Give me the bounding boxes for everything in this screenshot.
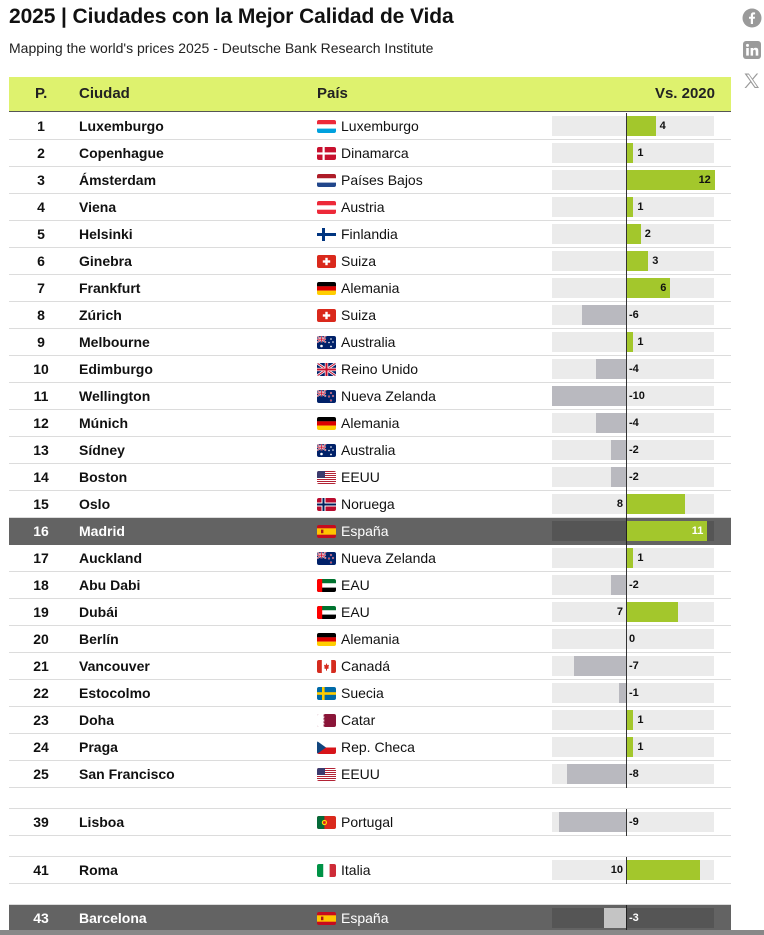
table-row <box>9 113 731 140</box>
country-cell: Austria <box>341 199 385 215</box>
country-cell: EAU <box>341 604 370 620</box>
country-cell: Rep. Checa <box>341 739 415 755</box>
x-share-button[interactable] <box>742 71 762 91</box>
change-value-label: -2 <box>629 444 639 456</box>
city-cell: Ginebra <box>79 253 132 269</box>
luxembourg-flag-icon <box>317 120 336 133</box>
table-row <box>9 437 731 464</box>
country-cell: EEUU <box>341 469 380 485</box>
table-row <box>9 491 731 518</box>
table-row <box>9 194 731 221</box>
country-cell: Suecia <box>341 685 384 701</box>
rank-cell: 16 <box>33 523 49 539</box>
zero-axis-line <box>626 383 627 411</box>
table-row <box>9 572 731 599</box>
zero-axis-line <box>626 680 627 708</box>
zero-axis-line <box>626 572 627 600</box>
change-bar <box>626 332 633 352</box>
table-row <box>9 275 731 302</box>
table-row <box>9 167 731 194</box>
table-row <box>9 356 731 383</box>
table-row <box>9 248 731 275</box>
country-cell: Nueva Zelanda <box>341 550 436 566</box>
country-cell: Suiza <box>341 253 377 269</box>
zero-axis-line <box>626 248 627 276</box>
rank-cell: 6 <box>37 253 45 269</box>
country-cell: Australia <box>341 442 396 458</box>
country-cell: España <box>341 523 389 539</box>
country-cell: Finlandia <box>341 226 398 242</box>
table-row <box>9 464 731 491</box>
italy-flag-icon <box>317 864 336 877</box>
zero-axis-line <box>626 905 627 933</box>
zero-axis-line <box>626 518 627 546</box>
newzealand-flag-icon <box>317 390 336 403</box>
rank-cell: 2 <box>37 145 45 161</box>
portugal-flag-icon <box>317 816 336 829</box>
table-row <box>9 653 731 680</box>
change-bar <box>574 656 626 676</box>
change-bar <box>552 386 626 406</box>
zero-axis-line <box>626 140 627 168</box>
rank-cell: 8 <box>37 307 45 323</box>
zero-axis-line <box>626 167 627 195</box>
change-value-label: -6 <box>629 309 639 321</box>
change-value-label: -4 <box>629 417 639 429</box>
table-row <box>9 599 731 626</box>
table-row-separator <box>9 884 731 905</box>
country-cell: Italia <box>341 862 371 878</box>
zero-axis-line <box>626 464 627 492</box>
change-value-label: 8 <box>616 498 623 510</box>
uk-flag-icon <box>317 363 336 376</box>
rank-cell: 23 <box>33 712 49 728</box>
city-cell: Edimburgo <box>79 361 153 377</box>
rank-cell: 17 <box>33 550 49 566</box>
zero-axis-line <box>626 275 627 303</box>
table-row <box>9 857 731 884</box>
change-value-label: 10 <box>610 864 623 876</box>
city-cell: Frankfurt <box>79 280 141 296</box>
switzerland-flag-icon <box>317 309 336 322</box>
zero-axis-line <box>626 857 627 885</box>
spain-flag-icon <box>317 912 336 925</box>
rank-cell: 9 <box>37 334 45 350</box>
change-bar <box>582 305 626 325</box>
change-value-label: -7 <box>629 660 639 672</box>
city-cell: Viena <box>79 199 117 215</box>
rank-cell: 7 <box>37 280 45 296</box>
table-row <box>9 905 731 932</box>
change-bar <box>567 764 626 784</box>
city-cell: Auckland <box>79 550 143 566</box>
country-cell: Portugal <box>341 814 394 830</box>
city-cell: Barcelona <box>79 910 147 926</box>
country-cell: Catar <box>341 712 376 728</box>
rank-cell: 3 <box>37 172 45 188</box>
zero-axis-line <box>626 734 627 762</box>
city-cell: Wellington <box>79 388 151 404</box>
germany-flag-icon <box>317 633 336 646</box>
rank-cell: 10 <box>33 361 49 377</box>
germany-flag-icon <box>317 282 336 295</box>
country-cell: Suiza <box>341 307 377 323</box>
city-cell: Lisboa <box>79 814 125 830</box>
zero-axis-line <box>626 356 627 384</box>
linkedin-share-button[interactable] <box>742 40 762 60</box>
change-bar <box>626 860 700 880</box>
change-bar <box>626 737 633 757</box>
zero-axis-line <box>626 599 627 627</box>
rank-cell: 39 <box>33 814 49 830</box>
table-row <box>9 383 731 410</box>
rank-cell: 1 <box>37 118 45 134</box>
rank-cell: 14 <box>33 469 49 485</box>
zero-axis-line <box>626 653 627 681</box>
change-bar <box>611 575 626 595</box>
rank-cell: 5 <box>37 226 45 242</box>
city-cell: Berlín <box>79 631 119 647</box>
qatar-flag-icon <box>317 714 336 727</box>
city-cell: Roma <box>79 862 118 878</box>
austria-flag-icon <box>317 201 336 214</box>
zero-axis-line <box>626 113 627 141</box>
rank-cell: 25 <box>33 766 49 782</box>
country-cell: Alemania <box>341 415 400 431</box>
netherlands-flag-icon <box>317 174 336 187</box>
zero-axis-line <box>626 194 627 222</box>
change-value-label: 0 <box>629 633 636 645</box>
usa-flag-icon <box>317 471 336 484</box>
zero-axis-line <box>626 410 627 438</box>
rank-cell: 4 <box>37 199 45 215</box>
city-cell: Vancouver <box>79 658 150 674</box>
rank-cell: 24 <box>33 739 49 755</box>
country-cell: Dinamarca <box>341 145 409 161</box>
city-cell: Luxemburgo <box>79 118 164 134</box>
zero-axis-line <box>626 809 627 837</box>
zero-axis-line <box>626 221 627 249</box>
table-header <box>9 77 731 112</box>
country-cell: Luxemburgo <box>341 118 419 134</box>
change-bar <box>619 683 626 703</box>
city-cell: Melbourne <box>79 334 150 350</box>
zero-axis-line <box>626 545 627 573</box>
table-row <box>9 761 731 788</box>
city-cell: Boston <box>79 469 128 485</box>
zero-axis-line <box>626 329 627 357</box>
facebook-share-button[interactable] <box>742 8 762 28</box>
facebook-icon <box>742 8 762 28</box>
change-bar <box>626 494 685 514</box>
rank-cell: 13 <box>33 442 49 458</box>
usa-flag-icon <box>317 768 336 781</box>
change-value-label: -2 <box>629 471 639 483</box>
table-row <box>9 302 731 329</box>
city-cell: Múnich <box>79 415 128 431</box>
zero-axis-line <box>626 761 627 789</box>
change-value-label: -9 <box>629 816 639 828</box>
country-cell: Alemania <box>341 280 400 296</box>
table-row <box>9 734 731 761</box>
change-value-label: 12 <box>698 174 711 186</box>
table-row <box>9 545 731 572</box>
change-bar <box>596 359 626 379</box>
city-cell: Estocolmo <box>79 685 151 701</box>
table-row <box>9 626 731 653</box>
denmark-flag-icon <box>317 147 336 160</box>
country-cell: España <box>341 910 389 926</box>
table-row-separator <box>9 836 731 857</box>
city-cell: Helsinki <box>79 226 133 242</box>
change-value-label: 6 <box>660 282 667 294</box>
table-row <box>9 410 731 437</box>
change-bar <box>626 710 633 730</box>
uae-flag-icon <box>317 606 336 619</box>
country-cell: EAU <box>341 577 370 593</box>
header-change: Vs. 2020 <box>654 85 715 102</box>
change-bar <box>626 251 648 271</box>
change-value-label: 7 <box>616 606 623 618</box>
rank-cell: 22 <box>33 685 49 701</box>
change-value-label: 1 <box>637 741 644 753</box>
change-value-label: -4 <box>629 363 639 375</box>
rank-cell: 18 <box>33 577 49 593</box>
change-value-label: -3 <box>629 912 639 924</box>
change-value-label: -2 <box>629 579 639 591</box>
country-cell: Alemania <box>341 631 400 647</box>
change-bar <box>626 143 633 163</box>
header-city: Ciudad <box>79 85 130 102</box>
header-rank: P. <box>35 85 48 102</box>
change-bar <box>604 908 626 928</box>
change-value-label: 11 <box>691 525 704 537</box>
country-cell: Nueva Zelanda <box>341 388 436 404</box>
rank-cell: 43 <box>33 910 49 926</box>
rank-cell: 15 <box>33 496 49 512</box>
rank-cell: 20 <box>33 631 49 647</box>
country-cell: EEUU <box>341 766 380 782</box>
chart-subtitle: Mapping the world's prices 2025 - Deutsche Bank Research Institute <box>9 40 434 56</box>
ranking-table <box>9 77 731 926</box>
australia-flag-icon <box>317 336 336 349</box>
change-bar <box>626 116 656 136</box>
city-cell: Ámsterdam <box>79 172 157 188</box>
change-bar <box>559 812 626 832</box>
table-row <box>9 707 731 734</box>
change-bar <box>596 413 626 433</box>
city-cell: San Francisco <box>79 766 175 782</box>
city-cell: Doha <box>79 712 114 728</box>
table-row <box>9 221 731 248</box>
change-value-label: -1 <box>629 687 639 699</box>
newzealand-flag-icon <box>317 552 336 565</box>
change-value-label: -8 <box>629 768 639 780</box>
change-bar <box>626 548 633 568</box>
norway-flag-icon <box>317 498 336 511</box>
uae-flag-icon <box>317 579 336 592</box>
change-value-label: 1 <box>637 714 644 726</box>
city-cell: Dubái <box>79 604 118 620</box>
city-cell: Oslo <box>79 496 111 512</box>
finland-flag-icon <box>317 228 336 241</box>
city-cell: Copenhague <box>79 145 164 161</box>
canada-flag-icon <box>317 660 336 673</box>
change-bar <box>626 224 641 244</box>
x-twitter-icon <box>742 71 762 91</box>
country-cell: Australia <box>341 334 396 350</box>
zero-axis-line <box>626 437 627 465</box>
change-value-label: 2 <box>644 228 651 240</box>
change-value-label: 1 <box>637 552 644 564</box>
rank-cell: 21 <box>33 658 49 674</box>
rank-cell: 19 <box>33 604 49 620</box>
change-bar <box>611 440 626 460</box>
chart-title: 2025 | Ciudades con la Mejor Calidad de Vida <box>9 5 454 28</box>
city-cell: Sídney <box>79 442 125 458</box>
table-row <box>9 809 731 836</box>
change-value-label: 3 <box>652 255 659 267</box>
rank-cell: 41 <box>33 862 49 878</box>
germany-flag-icon <box>317 417 336 430</box>
table-row-separator <box>9 788 731 809</box>
australia-flag-icon <box>317 444 336 457</box>
change-bar <box>626 197 633 217</box>
zero-axis-line <box>626 626 627 654</box>
czech-flag-icon <box>317 741 336 754</box>
switzerland-flag-icon <box>317 255 336 268</box>
sweden-flag-icon <box>317 687 336 700</box>
city-cell: Madrid <box>79 523 125 539</box>
zero-axis-line <box>626 302 627 330</box>
city-cell: Zúrich <box>79 307 122 323</box>
table-row <box>9 329 731 356</box>
table-row <box>9 680 731 707</box>
linkedin-icon <box>742 40 762 60</box>
change-value-label: 1 <box>637 336 644 348</box>
change-value-label: 1 <box>637 147 644 159</box>
zero-axis-line <box>626 491 627 519</box>
spain-flag-icon <box>317 525 336 538</box>
table-row <box>9 518 731 545</box>
horizontal-scrollbar[interactable] <box>0 930 764 935</box>
change-value-label: -10 <box>629 390 645 402</box>
change-value-label: 4 <box>659 120 666 132</box>
country-cell: Reino Unido <box>341 361 419 377</box>
city-cell: Abu Dabi <box>79 577 141 593</box>
change-bar <box>626 602 678 622</box>
country-cell: Noruega <box>341 496 395 512</box>
country-cell: Países Bajos <box>341 172 423 188</box>
table-row <box>9 140 731 167</box>
city-cell: Praga <box>79 739 118 755</box>
header-country: País <box>317 85 348 102</box>
change-bar <box>611 467 626 487</box>
change-value-label: 1 <box>637 201 644 213</box>
zero-axis-line <box>626 707 627 735</box>
country-cell: Canadá <box>341 658 391 674</box>
rank-cell: 11 <box>33 388 49 404</box>
rank-cell: 12 <box>33 415 49 431</box>
